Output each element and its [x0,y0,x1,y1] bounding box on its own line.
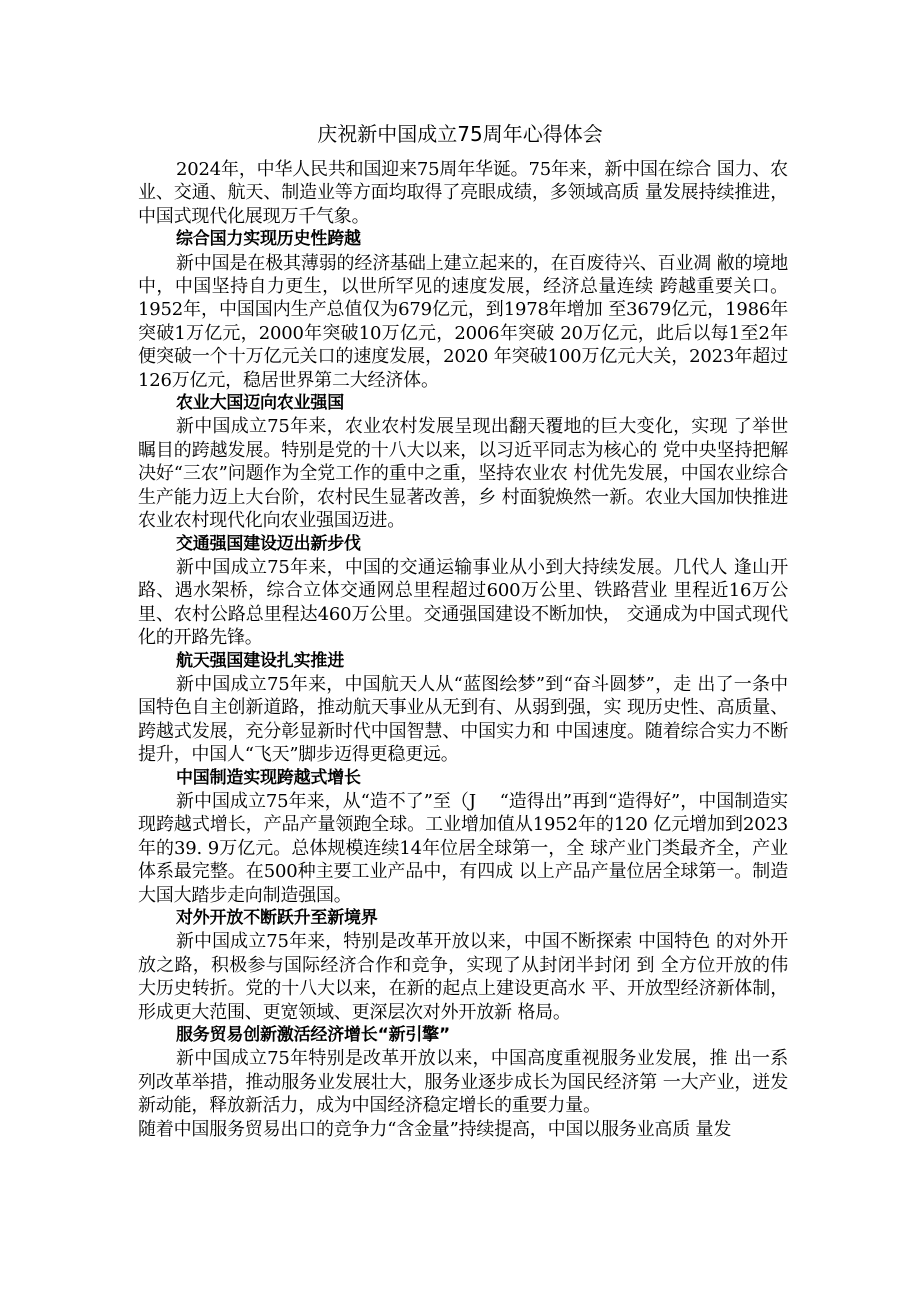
section-heading-service-trade: 服务贸易创新激活经济增长“新引擎” [176,1025,450,1046]
section-text-opening-up: 新中国成立75年来，特别是改革开放以来，中国不断探索 中国特色 的对外开放之路，积极参与国际经济合作和竞争，实现了从封闭半封闭 到 全方位开放的伟大历史转折。党的十八大以来，在新的起点上建设更高水 平、开放型经济新体制，形成更大范围、更宽领域、更深层次对外开放新 格局。 [138,931,788,1023]
section-heading-manufacturing: 中国制造实现跨越式增长 [176,767,361,788]
closing-paragraph: 随着中国服务贸易出口的竞争力“含金量”持续提高，中国以服务业高质 量发 [138,1118,732,1140]
section-heading-agriculture: 农业大国迈向农业强国 [176,393,344,414]
section-text-aerospace: 新中国成立75年来，中国航天人从“蓝图绘梦”到“奋斗圆梦”，走 出了一条中国特色自主创新道路，推动航天事业从无到有、从弱到强，实 现历史性、高质量、跨越式发展，充分彰显新时代中国智慧、中国实力和 中国速度。随着综合实力不断提升，中国人“飞天”脚步迈得更稳更远。 [138,673,788,766]
section-heading-transport: 交通强国建设迈出新步伐 [176,533,361,554]
section-text-transport: 新中国成立75年来，中国的交通运输事业从小到大持续发展。几代人 逢山开路、遇水架桥，综合立体交通网总里程超过600万公里、铁路营业 里程近16万公里、农村公路总里程达460万公里。交通强国建设不断加快， 交通成为中国式现代化的开路先锋。 [138,556,788,649]
section-text-service-trade: 新中国成立75年特别是改革开放以来，中国高度重视服务业发展，推 出一系列改革举措，推动服务业发展壮大，服务业逐步成长为国民经济第 一大产业，迸发新动能，释放新活力，成为中国经济稳定增长的重要力量。 [138,1048,788,1117]
document-body [138,158,788,1141]
intro-paragraph: 2024年，中华人民共和国迎来75周年华诞。75年来，新中国在综合 国力、农业、交通、航天、制造业等方面均取得了亮眼成绩，多领域高质 量发展持续推进，中国式现代化展现万千气象。 [138,159,788,227]
section-heading-national-strength: 综合国力实现历史性跨越 [176,229,361,250]
document-title: 庆祝新中国成立75周年心得体会 [317,122,603,146]
section-text-agriculture: 新中国成立75年来，农业农村发展呈现出翻天覆地的巨大变化，实现 了举世瞩目的跨越发展。特别是党的十八大以来，以习近平同志为核心的 党中央坚持把解决好“三农”问题作为全党工作的重中之重，坚持农业农 村优先发展，中国农业综合生产能力迈上大台阶，农村民生显著改善，乡 村面貌焕然一新。农业大国加快推进农业农村现代化向农业强国迈进。 [138,416,788,532]
section-heading-aerospace: 航天强国建设扎实推进 [176,650,344,671]
section-heading-opening-up: 对外开放不断跃升至新境界 [176,908,378,928]
section-text-manufacturing: 新中国成立75年来，从“造不了”至（J “造得出”再到“造得好”，中国制造实现跨越式增长，产品产量领跑全球。工业增加值从1952年的120 亿元增加到2023年的39. 9万亿元。总体规模连续14年位居全球第一，全 球产业门类最齐全，产业体系最完整。在500种主要工业产品中，有四成 以上产品产量位居全球第一。制造大国大踏步走向制造强国。 [138,790,788,906]
section-text-national-strength: 新中国是在极其薄弱的经济基础上建立起来的，在百废待兴、百业凋 敝的境地中，中国坚持自力更生，以世所罕见的速度发展，经济总量连续 跨越重要关口。1952年，中国国内生产总值仅为679亿元，到1978年增加 至3679亿元，1986年突破1万亿元，2000年突破10万亿元，2006年突破 20万亿元，此后以每1至2年便突破一个十万亿元关口的速度发展，2020 年突破100万亿元大关，2023年超过126万亿元，稳居世界第二大经济体。 [138,252,788,391]
